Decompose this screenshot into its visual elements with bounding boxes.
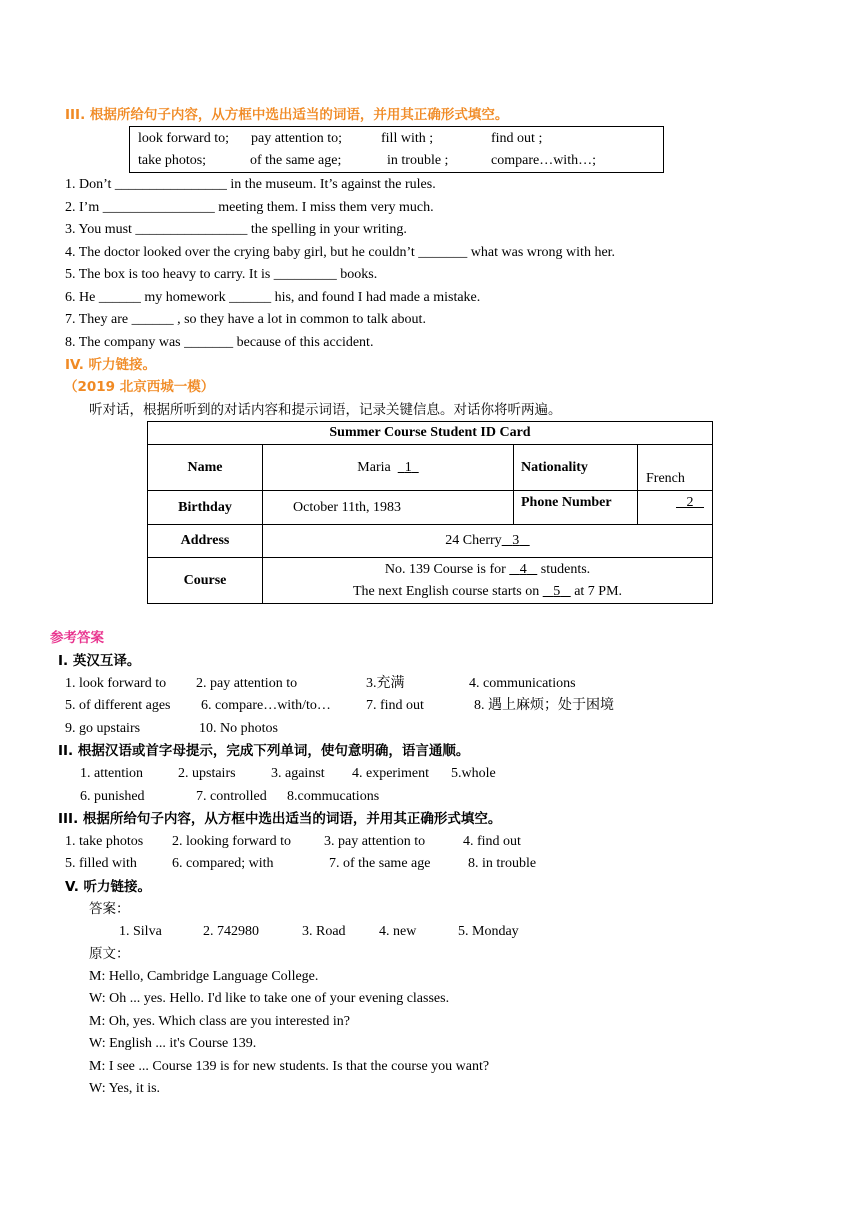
- answer-blank[interactable]: ________________: [114, 177, 227, 192]
- answer-item: 7. controlled: [196, 789, 267, 804]
- answer-blank[interactable]: ______: [98, 290, 141, 305]
- answers-s2-heading: II. 根据汉语或首字母提示，完成下列单词，使句意明确，语言通顺。: [58, 743, 470, 759]
- course-label: Course: [148, 558, 263, 604]
- question-2: 2. I’m ________________ meeting them. I miss them very much.: [65, 200, 434, 215]
- birthday-value: October 11th, 1983: [263, 491, 514, 525]
- answer-item: 4. find out: [463, 834, 521, 849]
- phone-label: Phone Number: [514, 491, 638, 525]
- question-7: 7. They are ______ , so they have a lot in common to talk about.: [65, 312, 426, 327]
- course-line-1: No. 139 Course is for 4 students.: [384, 561, 591, 577]
- answer-blank[interactable]: _______: [184, 335, 234, 350]
- answer-item: 5.whole: [451, 766, 496, 781]
- nationality-value: French: [638, 445, 713, 491]
- answer-item: 7. find out: [366, 698, 424, 713]
- student-id-card: [147, 421, 713, 604]
- blank-3[interactable]: 3: [512, 533, 520, 548]
- blank-4[interactable]: 4: [519, 561, 527, 577]
- box-item: find out ;: [491, 131, 543, 146]
- answers-s3-heading: III. 根据所给句子内容，从方框中选出适当的词语，并用其正确形式填空。: [58, 811, 502, 827]
- answer-blank[interactable]: ________________: [102, 200, 215, 215]
- answer-blank[interactable]: _______: [418, 245, 468, 260]
- answer-item: 6. compared; with: [172, 856, 274, 871]
- box-item: take photos;: [138, 153, 207, 168]
- answer-blank[interactable]: _________: [273, 267, 337, 282]
- question-6: 6. He ______ my homework ______ his, and found I had made a mistake.: [65, 290, 481, 305]
- key-item: 1. Silva: [119, 924, 162, 939]
- box-item: of the same age;: [250, 153, 342, 168]
- question-4: 4. The doctor looked over the crying baby girl, but he couldn’t _______ what was wrong with her.: [65, 245, 616, 260]
- answer-item: 8. 遇上麻烦；处于困境: [474, 698, 614, 713]
- answer-item: 4. experiment: [352, 766, 429, 781]
- key-label: 答案：: [89, 901, 130, 917]
- answer-item: 1. attention: [80, 766, 143, 781]
- section-4-heading: IV. 听力链接。: [65, 357, 157, 373]
- answer-item: 5. filled with: [65, 856, 137, 871]
- box-item: pay attention to;: [251, 131, 342, 146]
- answer-item: 4. communications: [469, 676, 576, 691]
- script-line: M: I see ... Course 139 is for new students. Is that the course you want?: [89, 1059, 490, 1074]
- key-item: 3. Road: [302, 924, 346, 939]
- box-item: compare…with…;: [491, 153, 596, 168]
- blank-5[interactable]: 5: [553, 583, 561, 599]
- listening-instruction: 听对话，根据所听到的对话内容和提示词语，记录关键信息。对话你将听两遍。: [89, 402, 562, 418]
- answer-item: 1. take photos: [65, 834, 144, 849]
- answer-item: 2. pay attention to: [196, 676, 298, 691]
- script-line: W: Yes, it is.: [89, 1081, 161, 1096]
- script-line: M: Hello, Cambridge Language College.: [89, 969, 319, 984]
- address-cell: 24 Cherry 3: [263, 525, 713, 558]
- key-item: 5. Monday: [458, 924, 519, 939]
- question-3: 3. You must ________________ the spelling in your writing.: [65, 222, 407, 237]
- nationality-label: Nationality: [514, 445, 638, 491]
- name-label: Name: [148, 445, 263, 491]
- box-item: fill with ;: [381, 131, 434, 146]
- answer-item: 6. compare…with/to…: [201, 698, 331, 713]
- answers-s1-heading: I. 英汉互译。: [58, 653, 141, 669]
- question-5: 5. The box is too heavy to carry. It is _________ books.: [65, 267, 378, 282]
- answer-item: 5. of different ages: [65, 698, 171, 713]
- answer-item: 8.commucations: [287, 789, 380, 804]
- answers-heading: 参考答案: [50, 630, 104, 646]
- answer-blank[interactable]: ________________: [135, 222, 248, 237]
- script-line: W: Oh ... yes. Hello. I'd like to take one of your evening classes.: [89, 991, 450, 1006]
- phone-cell: [638, 491, 713, 525]
- course-cell: [263, 558, 713, 604]
- answer-item: 1. look forward to: [65, 676, 167, 691]
- answer-item: 8. in trouble: [468, 856, 537, 871]
- answer-item: 2. looking forward to: [172, 834, 291, 849]
- script-line: M: Oh, yes. Which class are you interested in?: [89, 1014, 351, 1029]
- answer-blank[interactable]: ______: [131, 312, 174, 327]
- name-cell: Maria 1: [263, 445, 514, 491]
- source-note: （2019 北京西城一模）: [64, 379, 215, 395]
- answer-item: 10. No photos: [199, 721, 278, 736]
- answer-blank[interactable]: ______: [229, 290, 272, 305]
- script-line: W: English ... it's Course 139.: [89, 1036, 257, 1051]
- key-item: 2. 742980: [203, 924, 259, 939]
- question-1: 1. Don’t ________________ in the museum. It’s against the rules.: [65, 177, 436, 192]
- answer-item: 3. pay attention to: [324, 834, 426, 849]
- question-8: 8. The company was _______ because of this accident.: [65, 335, 374, 350]
- answer-item: 3. against: [271, 766, 325, 781]
- answer-item: 6. punished: [80, 789, 145, 804]
- course-line-2: The next English course starts on 5 at 7 PM.: [352, 583, 623, 599]
- answer-item: 2. upstairs: [178, 766, 236, 781]
- card-title: Summer Course Student ID Card: [148, 422, 713, 445]
- blank-2[interactable]: 2: [686, 495, 694, 510]
- key-item: 4. new: [379, 924, 417, 939]
- section-3-heading: III. 根据所给句子内容，从方框中选出适当的词语，并用其正确形式填空。: [65, 107, 509, 123]
- answer-item: 7. of the same age: [329, 856, 431, 871]
- answer-item: 9. go upstairs: [65, 721, 141, 736]
- answers-s5-heading: V. 听力链接。: [65, 879, 152, 895]
- blank-1[interactable]: 1: [404, 459, 412, 475]
- box-item: look forward to;: [138, 131, 229, 146]
- address-label: Address: [148, 525, 263, 558]
- box-item: in trouble ;: [387, 153, 449, 168]
- answer-item: 3.充满: [366, 676, 405, 691]
- script-label: 原文：: [89, 946, 130, 962]
- word-box: [129, 126, 664, 173]
- birthday-label: Birthday: [148, 491, 263, 525]
